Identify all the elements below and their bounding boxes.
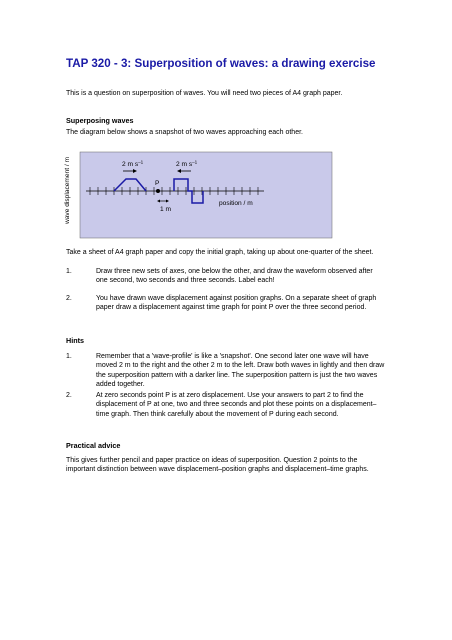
y-axis-label: wave displacement / m (64, 156, 71, 224)
practical-heading: Practical advice (66, 441, 121, 450)
page-title: TAP 320 - 3: Superposition of waves: a drawing exercise (66, 57, 376, 70)
hints-heading: Hints (66, 336, 84, 345)
task-text: Take a sheet of A4 graph paper and copy the initial graph, taking up about one-quarter of the sheet. (66, 249, 374, 256)
document-page: TAP 320 - 3: Superposition of waves: a drawing exercise This is a question on superposition of waves. You will need two pieces of A4 graph paper. Superposing waves The diagram below shows a snapshot of two waves approaching each other. wave displacement / m P 2 m $s^{-1}$ 2 m $s^{-1}$ 1 m position / m Take a sheet of A4 graph paper and copy the initial graph, taking up about one-quarter of the sheet. 1. Draw three new sets of axes, one below the other, and draw the waveform observed after one second, two seconds and three seconds. Label each! 2. You have drawn wave displacement against position graphs. On a separate sheet of graph paper draw a displacement against time graph for point P over the three second period. Hints 1. Remember that a 'wave-profile' is like a 'snapshot'. One second later one wave will have moved 2 m to the right and the other 2 m to the left. Draw both waves in lightly and then draw the superposition pattern with a darker line. The superposition pattern is just the two waves added together. 2. At zero seconds point P is at zero displacement. Use your answers to part 2 to find the displacement of P at one, two and three seconds and plot these points on a displacement–time graph. Then think carefully about the movement of P during each second. Practical advice This gives further pencil and paper practice on ideas of superposition. Question 2 points to the important distinction between wave displacement–position graphs and displacement–time graphs. (0, 0, 452, 640)
superposing-text: The diagram below shows a snapshot of two waves approaching each other. (66, 129, 303, 136)
point-p-marker (156, 189, 160, 193)
practical-text: This gives further pencil and paper practice on ideas of superposition. Question 2 points to the important distinction between wave displacement–position graphs and displacement–time graphs. (66, 457, 369, 474)
scale-label: 1 m (160, 206, 171, 213)
x-axis-label: position / m (219, 200, 253, 207)
speed-label-right: 2 m $s^{-1}$ (176, 159, 198, 168)
intro-text: This is a question on superposition of waves. You will need two pieces of A4 graph paper. (66, 90, 343, 97)
diagram-panel (80, 152, 332, 238)
point-p-label: P (155, 180, 160, 187)
speed-label-left: 2 m $s^{-1}$ (122, 159, 144, 168)
wave-diagram (66, 148, 386, 240)
superposing-heading: Superposing waves (66, 116, 134, 125)
